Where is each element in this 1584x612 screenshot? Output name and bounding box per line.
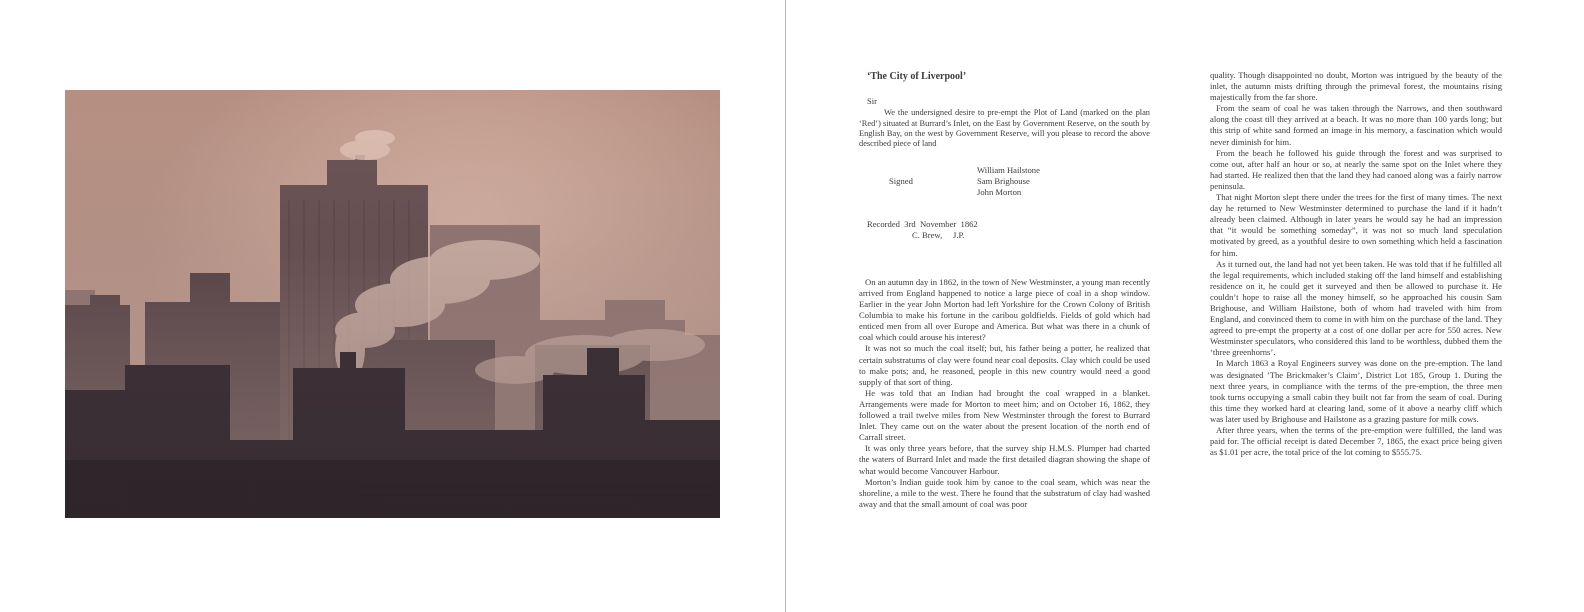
paragraph: From the beach he followed his guide through the forest and was surprised to come out, after half an hour or so, at nearly the same spot on the Inlet where they had started. He realized then that the land they had canoed along was a fairly narrow peninsula. bbox=[1210, 147, 1502, 191]
signed-label: Signed bbox=[889, 175, 913, 186]
paragraph: Morton’s Indian guide took him by canoe to the coal seam, which was near the shoreline, a mile to the west. There he found that the substratum of clay had washed away and that the small amount of coal was poor bbox=[859, 476, 1150, 509]
signer-name: Sam Brighouse bbox=[977, 175, 1030, 186]
paragraph: After three years, when the terms of the pre-emption were fulfilled, the land was paid for. The official receipt is dated December 7, 1865, the exact price being given as $1.01 per acre, the total price of the lot coming to $555.75. bbox=[1210, 425, 1502, 458]
paragraph: quality. Though disappointed no doubt, Morton was intrigued by the beauty of the inlet, the autumn mists drifting through the primeval forest, the mountains rising majestically from the far shore. bbox=[1210, 70, 1502, 103]
recorder-name: C. Brew, J.P. bbox=[912, 229, 965, 240]
recorded-date: Recorded 3rd November 1862 bbox=[867, 218, 978, 229]
skyline-illustration bbox=[65, 90, 720, 518]
city-skyline-photo bbox=[65, 90, 720, 518]
paragraph: It was not so much the coal itself; but, his father being a potter, he realized that certain substratums of clay were found near coal deposits. Clay which could be used to make pots; and, he reasoned, people in this new country would need a good supply of that sort of thing. bbox=[859, 343, 1150, 387]
text-column-left bbox=[859, 70, 1150, 510]
paragraph: It was only three years before, that the survey ship H.M.S. Plumper had charted the waters of Burrard Inlet and made the first detailed diagran showing the shape of what would become Vancouver Harbour. bbox=[859, 443, 1150, 476]
paragraph: In March 1863 a Royal Engineers survey was done on the pre-emption. The land was designated ’The Brickmaker’s Claim’, District Lot 185, Group 1. During the next three years, in compliance with the terms of the pre-emption, the three men took turns occupying a small cabin they built not far from the seam of coal. During this time they worked hard at clearing land, some of it above a nearby cliff which was later used by Brighouse and Hailstone as a grazing pasture for milk cows. bbox=[1210, 358, 1502, 424]
signer-list bbox=[977, 165, 1040, 198]
signer-name: William Hailstone bbox=[977, 164, 1040, 175]
paragraph: From the seam of coal he was taken through the Narrows, and then southward along the coast till they arrived at a beach. It was no more than 100 yards long; but this strip of white sand formed an image in his memory, a fascination which would never diminish for him. bbox=[1210, 103, 1502, 147]
signature-block bbox=[859, 165, 1150, 199]
right-page bbox=[786, 0, 1584, 612]
left-page bbox=[0, 0, 785, 612]
signer-name: John Morton bbox=[977, 186, 1022, 197]
narrative-left bbox=[859, 277, 1150, 510]
paragraph: On an autumn day in 1862, in the town of New Westminster, a young man recently arrived from England happened to notice a large piece of coal in a shop window. Earlier in the year John Morton had left Yorkshire for the Crown Colony of British Columbia to make his fortune in the caribou goldfields. Fields of gold which had enticed men from all over Europe and America. But what was there in a chunk of coal which could arouse his interest? bbox=[859, 276, 1150, 343]
paragraph: That night Morton slept there under the trees for the first of many times. The next day he returned to New Westminster determined to purchase the land if it hadn’t already been claimed. Although in later years he would say he had an impression that “it would be something someday”, it was not so much land speculation motivated by greed, as a youthful desire to own something which held a fascination for him. bbox=[1210, 192, 1502, 258]
text-column-right bbox=[1210, 70, 1502, 458]
salutation: Sir bbox=[867, 96, 878, 106]
paragraph: As it turned out, the land had not yet been taken. He was told that if he fulfilled all the legal requirements, which included staking off the land himself and establishing residence on it, he could get it surveyed and then be allowed to purchase it. He couldn’t hope to raise all the money himself, so he approached his cousin Sam Brighouse, and William Hailstone, both of whom had traveled with him from England, and convinced them to come in with him on the purchase of the land. They agreed to pre-empt the property at a cost of one dollar per acre for 550 acres. New Westminster speculators, who considered this land to be worthless, dubbed them the ‘three greenhorns’. bbox=[1210, 258, 1502, 358]
letter-title: ‘The City of Liverpool’ bbox=[867, 71, 967, 82]
petition-text: We the undersigned desire to pre-empt the Plot of Land (marked on the plan ‘Red’) situated at Burrard’s Inlet, on the East by Government Reserve, on the south by English Bay, on the west by Government Reserve, will you please to record the above described piece of land bbox=[859, 108, 1150, 149]
paragraph: He was told that an Indian had brought the coal wrapped in a blanket. Arrangements were made for Morton to meet him; and on October 16, 1862, they followed a trail twelve miles from New Westminster through the forest to Burrard Inlet. They came out on the water about the present location of the north end of Carrall street. bbox=[859, 387, 1150, 443]
